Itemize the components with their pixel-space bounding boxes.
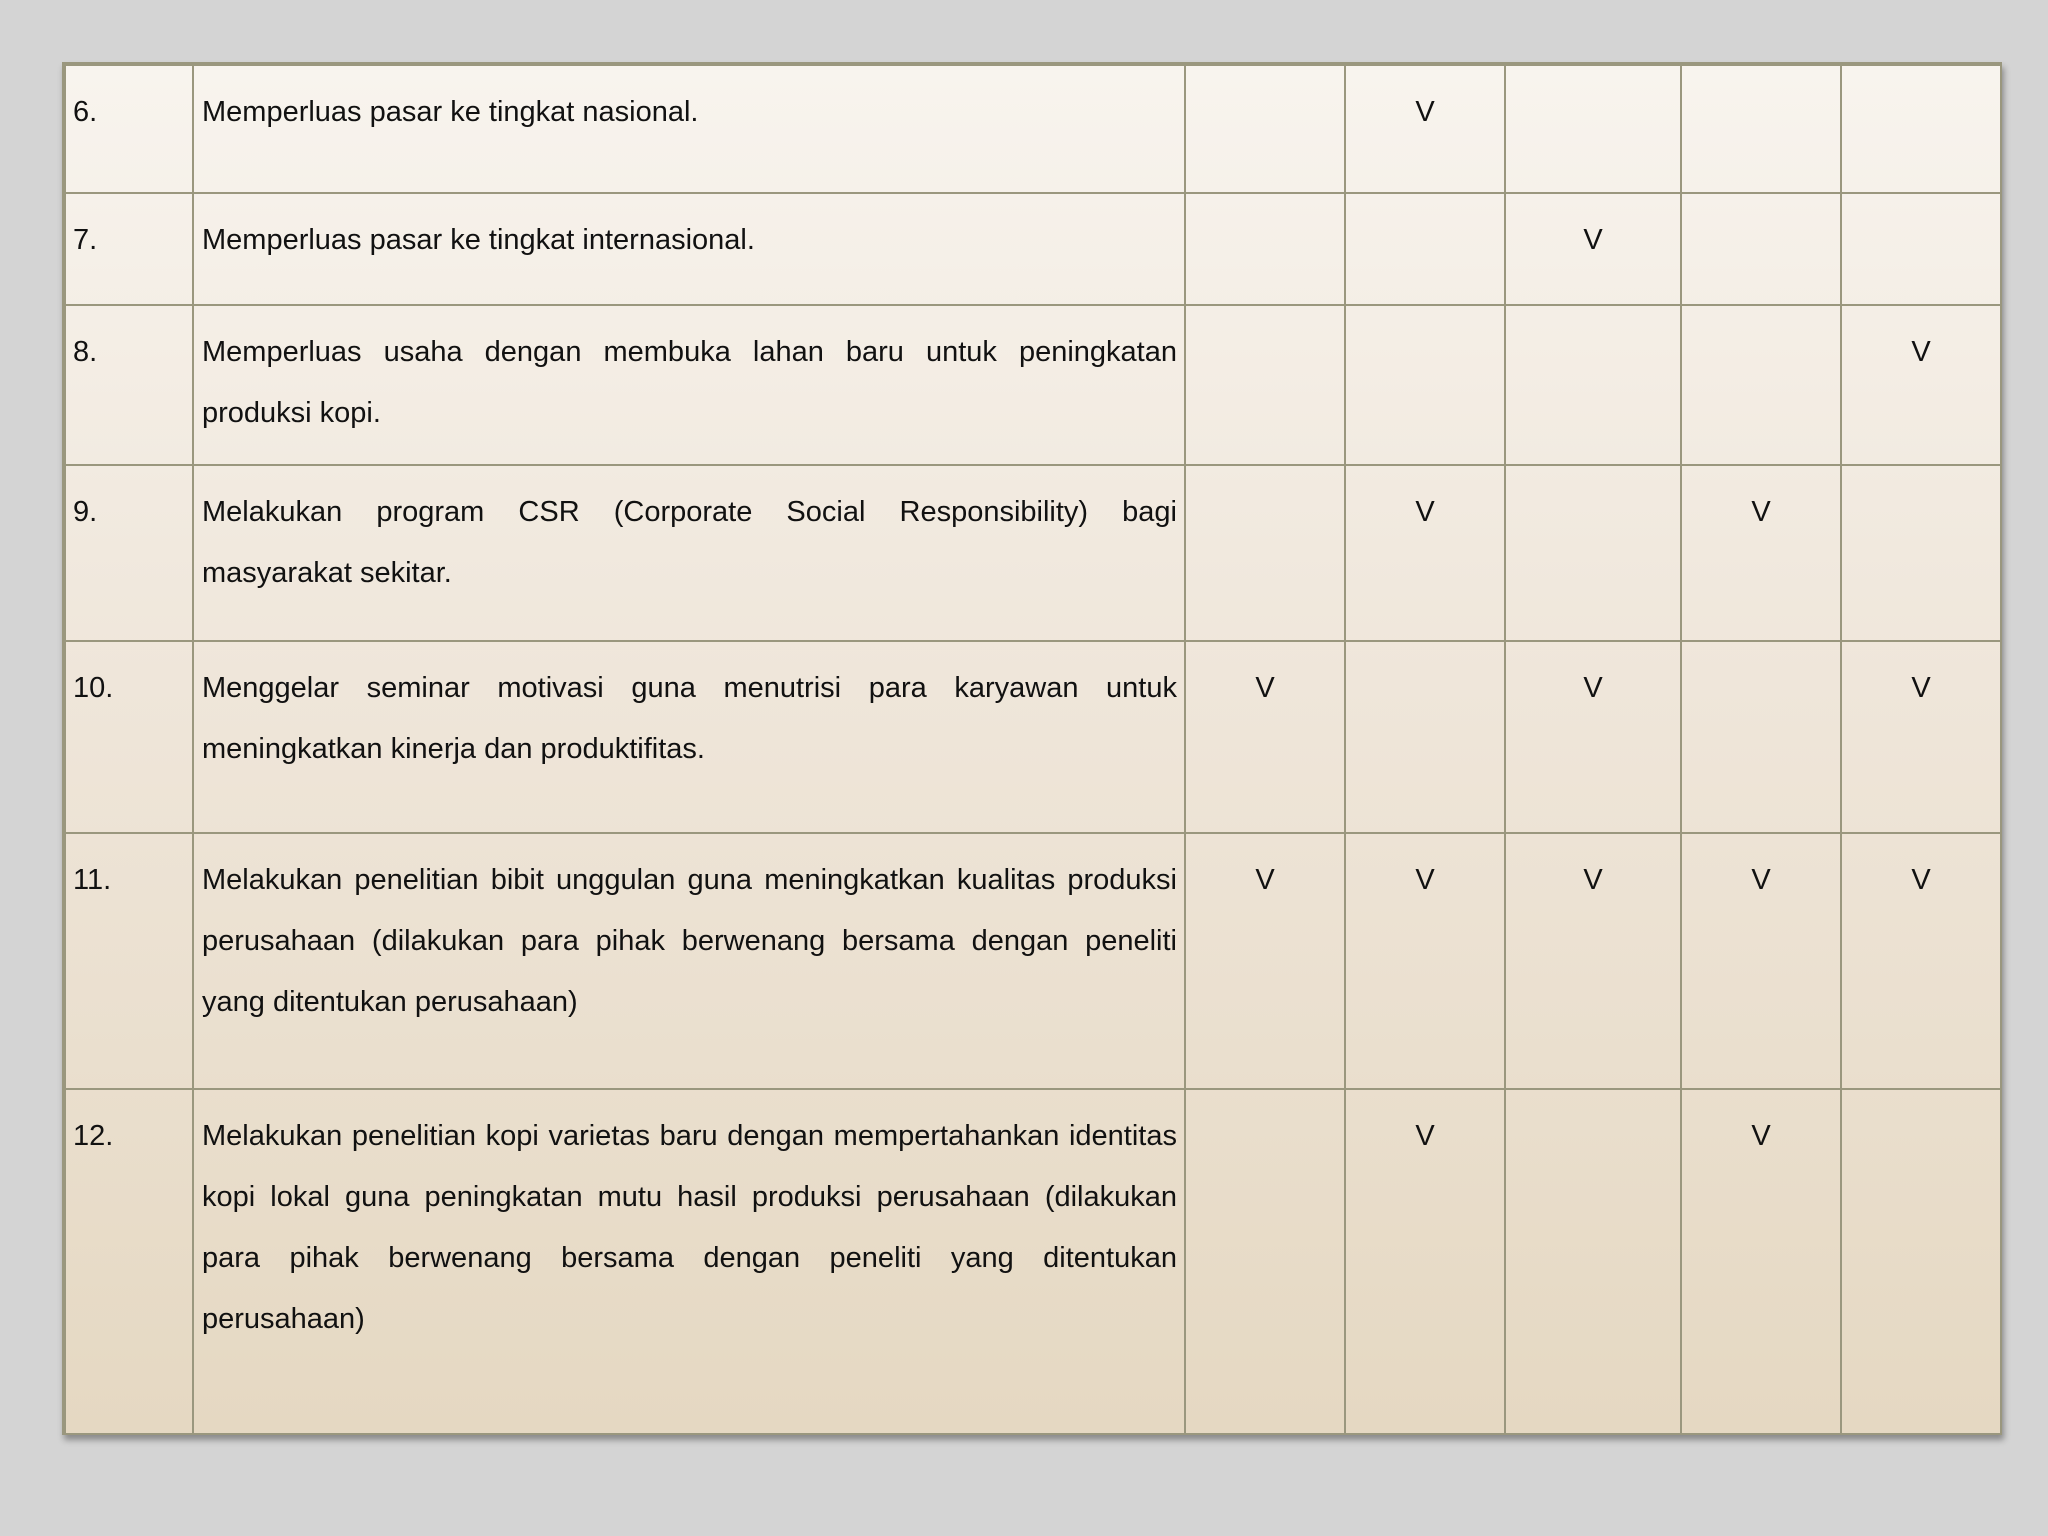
description-text: Memperluas usaha dengan membuka lahan baru untuk peningkatan produksi kopi. — [202, 336, 1177, 429]
table-row — [65, 65, 2001, 193]
mark-cell-3 — [1505, 305, 1681, 465]
mark-cell-1 — [1185, 305, 1345, 465]
mark-cell-4 — [1681, 305, 1841, 465]
mark-cell-1 — [1185, 65, 1345, 193]
mark-cell-5: V — [1841, 641, 2001, 833]
row-description — [193, 193, 1185, 305]
strategy-table — [64, 64, 2002, 1435]
row-number: 6. — [65, 65, 193, 193]
mark-cell-4 — [1681, 193, 1841, 305]
mark-cell-1: V — [1185, 833, 1345, 1089]
row-number: 9. — [65, 465, 193, 641]
mark-cell-2 — [1345, 641, 1505, 833]
mark-cell-1 — [1185, 465, 1345, 641]
mark-cell-3 — [1505, 65, 1681, 193]
mark-cell-5 — [1841, 465, 2001, 641]
row-description — [193, 305, 1185, 465]
mark-cell-2: V — [1345, 465, 1505, 641]
description-text: Memperluas pasar ke tingkat nasional. — [202, 96, 699, 128]
row-description — [193, 65, 1185, 193]
row-description — [193, 833, 1185, 1089]
mark-cell-4: V — [1681, 465, 1841, 641]
row-number: 7. — [65, 193, 193, 305]
row-number: 8. — [65, 305, 193, 465]
mark-cell-1 — [1185, 1089, 1345, 1434]
mark-cell-1 — [1185, 193, 1345, 305]
row-description — [193, 641, 1185, 833]
row-description — [193, 465, 1185, 641]
description-text: Melakukan penelitian kopi varietas baru dengan mempertahankan identitas kopi lokal guna peningkatan mutu hasil produksi perusahaan (dilakukan para pihak berwenang bersama dengan peneliti yang ditentukan perusahaan) — [202, 1120, 1177, 1335]
row-description — [193, 1089, 1185, 1434]
mark-cell-4 — [1681, 641, 1841, 833]
mark-cell-3: V — [1505, 193, 1681, 305]
mark-cell-2 — [1345, 193, 1505, 305]
row-number: 10. — [65, 641, 193, 833]
mark-cell-3 — [1505, 465, 1681, 641]
row-number: 12. — [65, 1089, 193, 1434]
mark-cell-1: V — [1185, 641, 1345, 833]
slide — [62, 62, 2002, 1435]
table-row — [65, 1089, 2001, 1434]
description-text: Melakukan program CSR (Corporate Social Responsibility) bagi masyarakat sekitar. — [202, 496, 1177, 589]
description-text: Menggelar seminar motivasi guna menutrisi para karyawan untuk meningkatkan kinerja dan produktifitas. — [202, 672, 1177, 765]
mark-cell-2 — [1345, 305, 1505, 465]
mark-cell-5: V — [1841, 833, 2001, 1089]
table-row — [65, 305, 2001, 465]
description-text: Melakukan penelitian bibit unggulan guna meningkatkan kualitas produksi perusahaan (dilakukan para pihak berwenang bersama dengan peneliti yang ditentukan perusahaan) — [202, 864, 1177, 1018]
mark-cell-4 — [1681, 65, 1841, 193]
mark-cell-3: V — [1505, 833, 1681, 1089]
mark-cell-5: V — [1841, 305, 2001, 465]
table-row — [65, 641, 2001, 833]
table-row — [65, 193, 2001, 305]
mark-cell-2: V — [1345, 1089, 1505, 1434]
mark-cell-3 — [1505, 1089, 1681, 1434]
table-row — [65, 465, 2001, 641]
mark-cell-4: V — [1681, 833, 1841, 1089]
mark-cell-2: V — [1345, 65, 1505, 193]
mark-cell-3: V — [1505, 641, 1681, 833]
mark-cell-5 — [1841, 1089, 2001, 1434]
description-text: Memperluas pasar ke tingkat internasional. — [202, 224, 755, 256]
mark-cell-5 — [1841, 65, 2001, 193]
table-row — [65, 833, 2001, 1089]
row-number: 11. — [65, 833, 193, 1089]
mark-cell-5 — [1841, 193, 2001, 305]
mark-cell-2: V — [1345, 833, 1505, 1089]
mark-cell-4: V — [1681, 1089, 1841, 1434]
